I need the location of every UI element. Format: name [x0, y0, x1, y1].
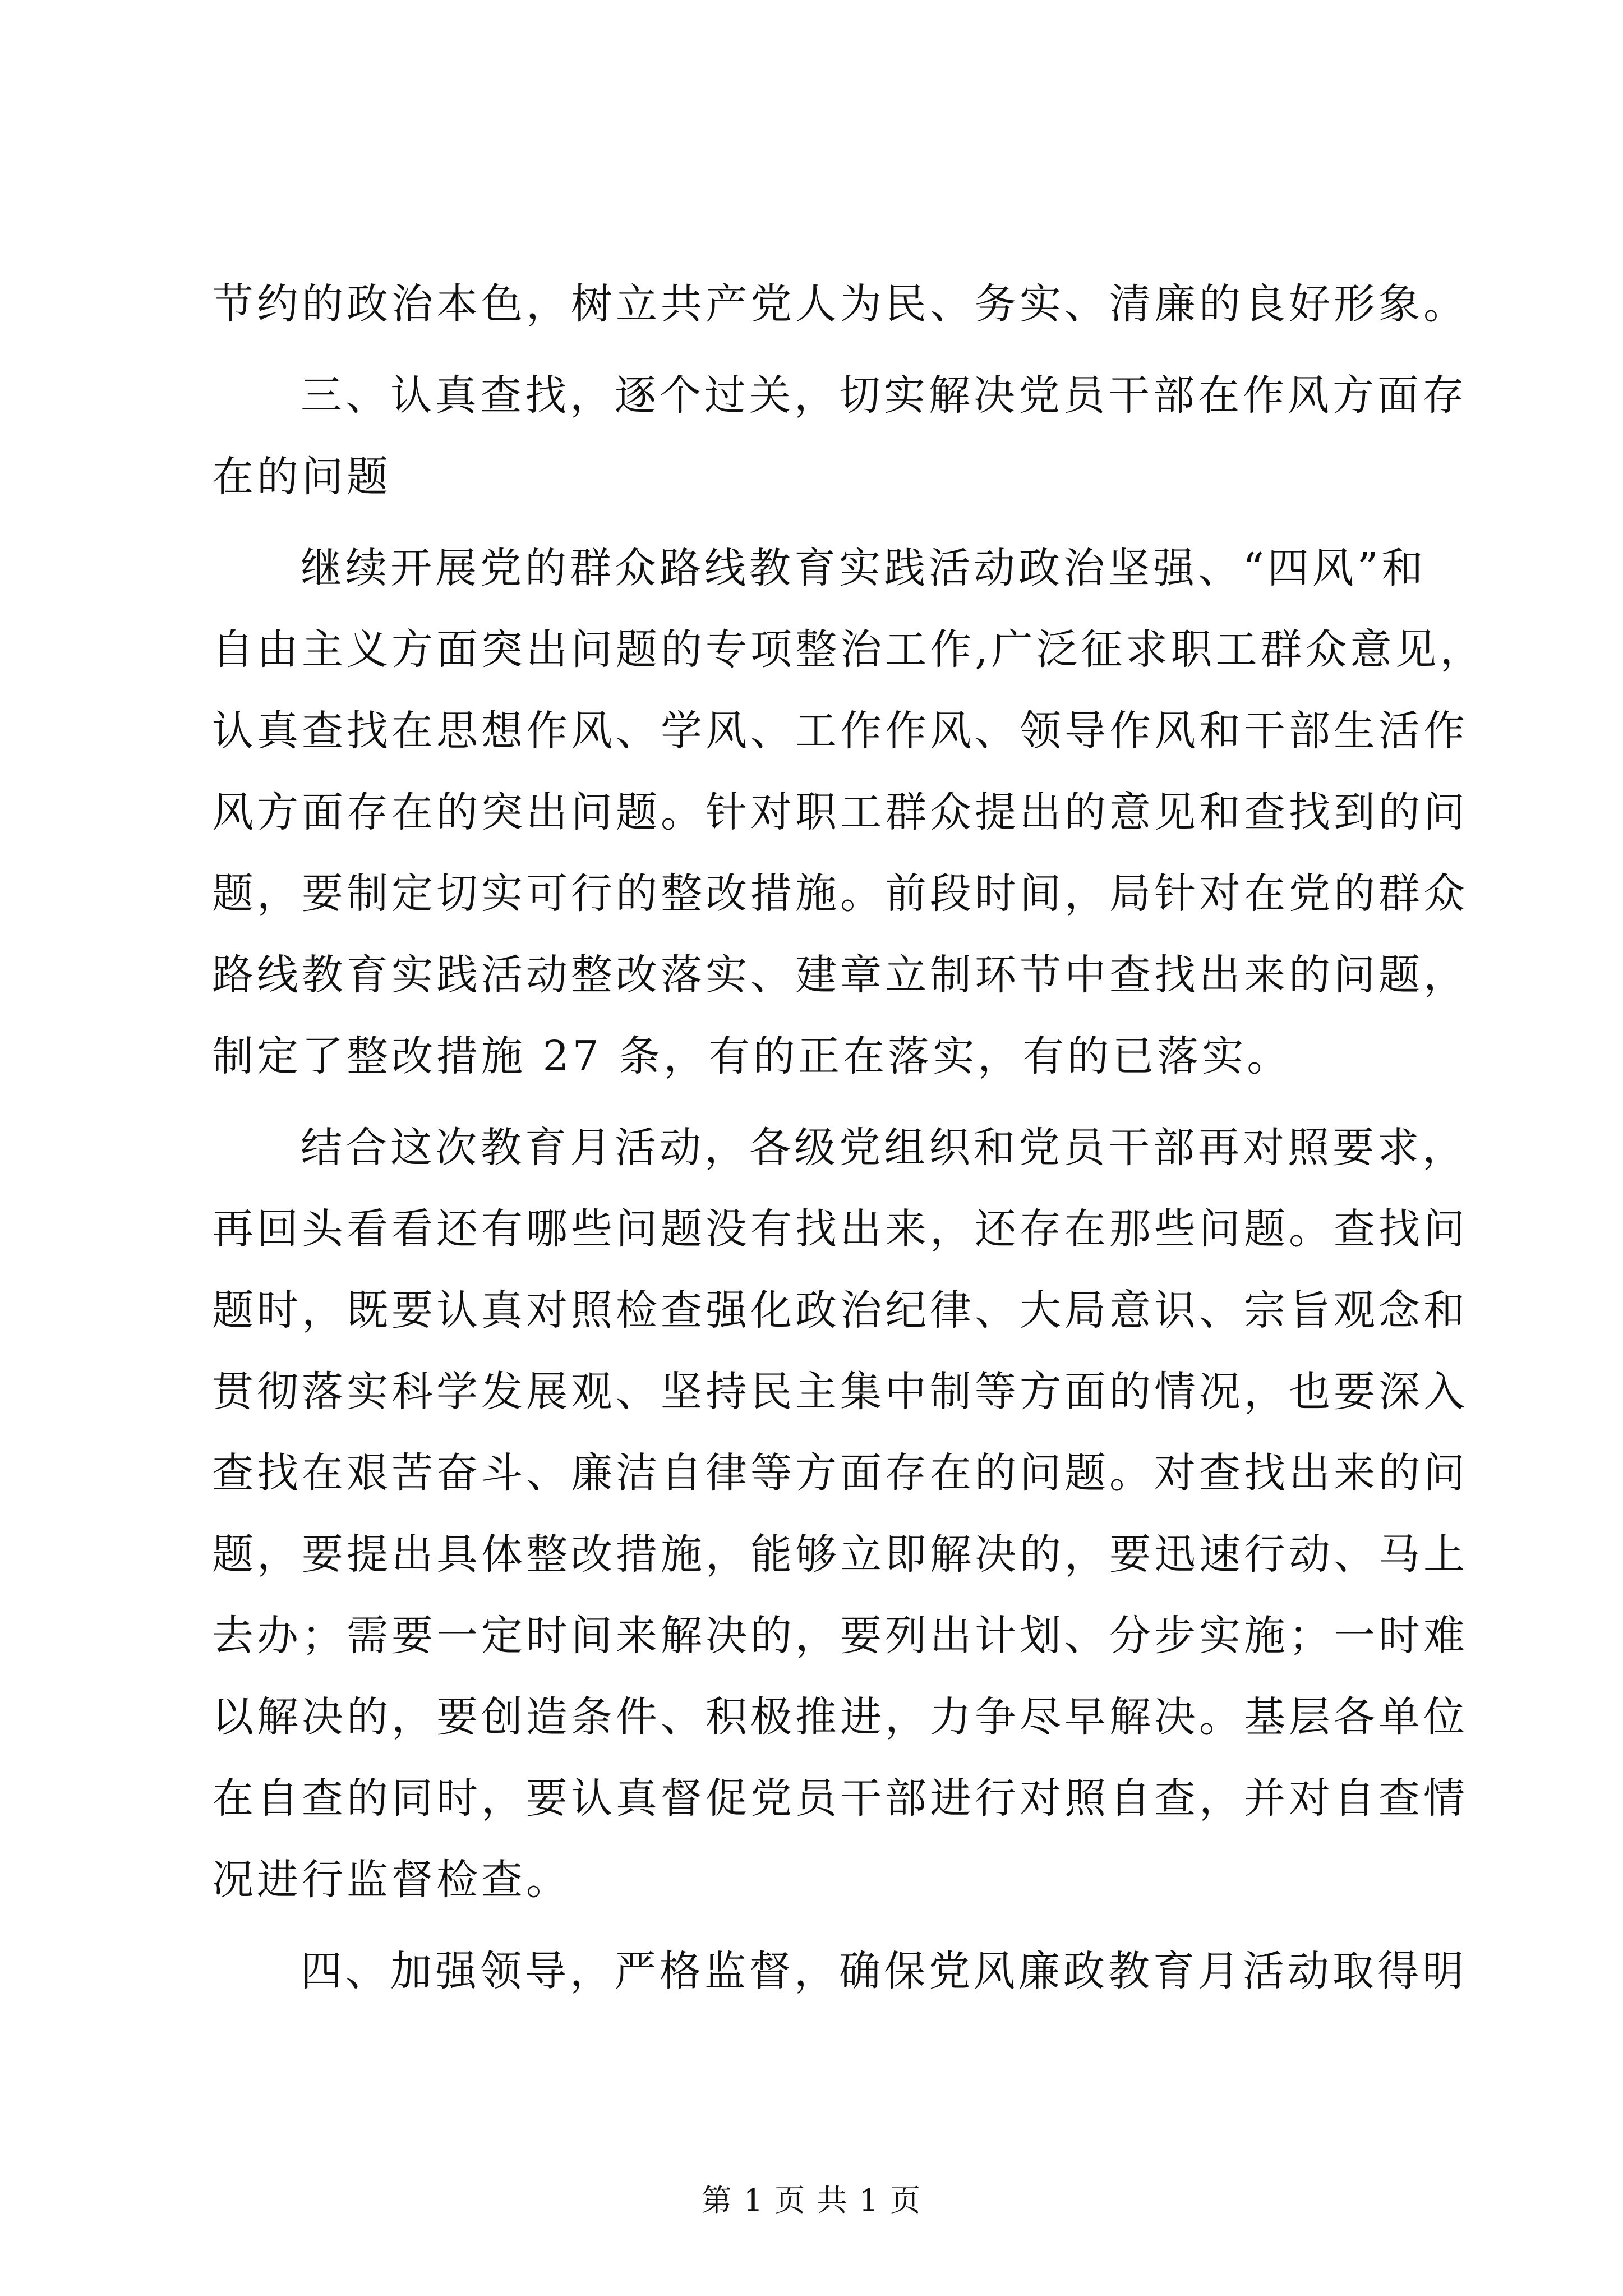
- text-line: 结合这次教育月活动，各级党组织和党员干部再对照要求，: [301, 1124, 1467, 1172]
- text-line: 以解决的，要创造条件、积极推进，力争尽早解决。基层各单位: [212, 1693, 1468, 1741]
- text-line: 节约的政治本色，树立共产党人为民、务实、清廉的良好形象。: [212, 280, 1468, 328]
- text-line: 在自查的同时，要认真督促党员干部进行对照自查，并对自查情: [212, 1774, 1468, 1823]
- text-line: 风方面存在的突出问题。针对职工群众提出的意见和查找到的问: [212, 788, 1468, 836]
- text-line: 去办；需要一定时间来解决的，要列出计划、分步实施；一时难: [212, 1612, 1468, 1660]
- section-heading-3: 三、认真查找，逐个过关，切实解决党员干部在作风方面存: [301, 371, 1467, 420]
- document-body: [212, 264, 1485, 2012]
- text-line: 自由主义方面突出问题的专项整治工作,广泛征求职工群众意见，: [212, 625, 1485, 674]
- text-line: 题时，既要认真对照检查强化政治纪律、大局意识、宗旨观念和: [212, 1286, 1468, 1335]
- text-line: 路线教育实践活动整改落实、建章立制环节中查找出来的问题，: [212, 951, 1468, 999]
- text-line: 再回头看看还有哪些问题没有找出来，还存在那些问题。查找问: [212, 1205, 1468, 1253]
- text-line: 认真查找在思想作风、学风、工作作风、领导作风和干部生活作: [212, 707, 1468, 755]
- section-heading-3-cont: 在的问题: [212, 453, 391, 501]
- text-line: 题，要提出具体整改措施，能够立即解决的，要迅速行动、马上: [212, 1530, 1468, 1579]
- text-line: 查找在艰苦奋斗、廉洁自律等方面存在的问题。对查找出来的问: [212, 1449, 1468, 1497]
- section-heading-4: 四、加强领导，严格监督，确保党风廉政教育月活动取得明: [301, 1947, 1467, 1995]
- text-line: 况进行监督检查。: [212, 1856, 571, 1904]
- text-line: 题，要制定切实可行的整改措施。前段时间，局针对在党的群众: [212, 869, 1468, 918]
- text-line: 继续开展党的群众路线教育实践活动政治坚强、“四风”和: [301, 544, 1427, 592]
- page-footer: 第 1 页 共 1 页: [701, 2183, 922, 2218]
- text-line: 制定了整改措施 27 条，有的正在落实，有的已落实。: [212, 1032, 1292, 1080]
- text-line: 贯彻落实科学发展观、坚持民主集中制等方面的情况，也要深入: [212, 1368, 1468, 1416]
